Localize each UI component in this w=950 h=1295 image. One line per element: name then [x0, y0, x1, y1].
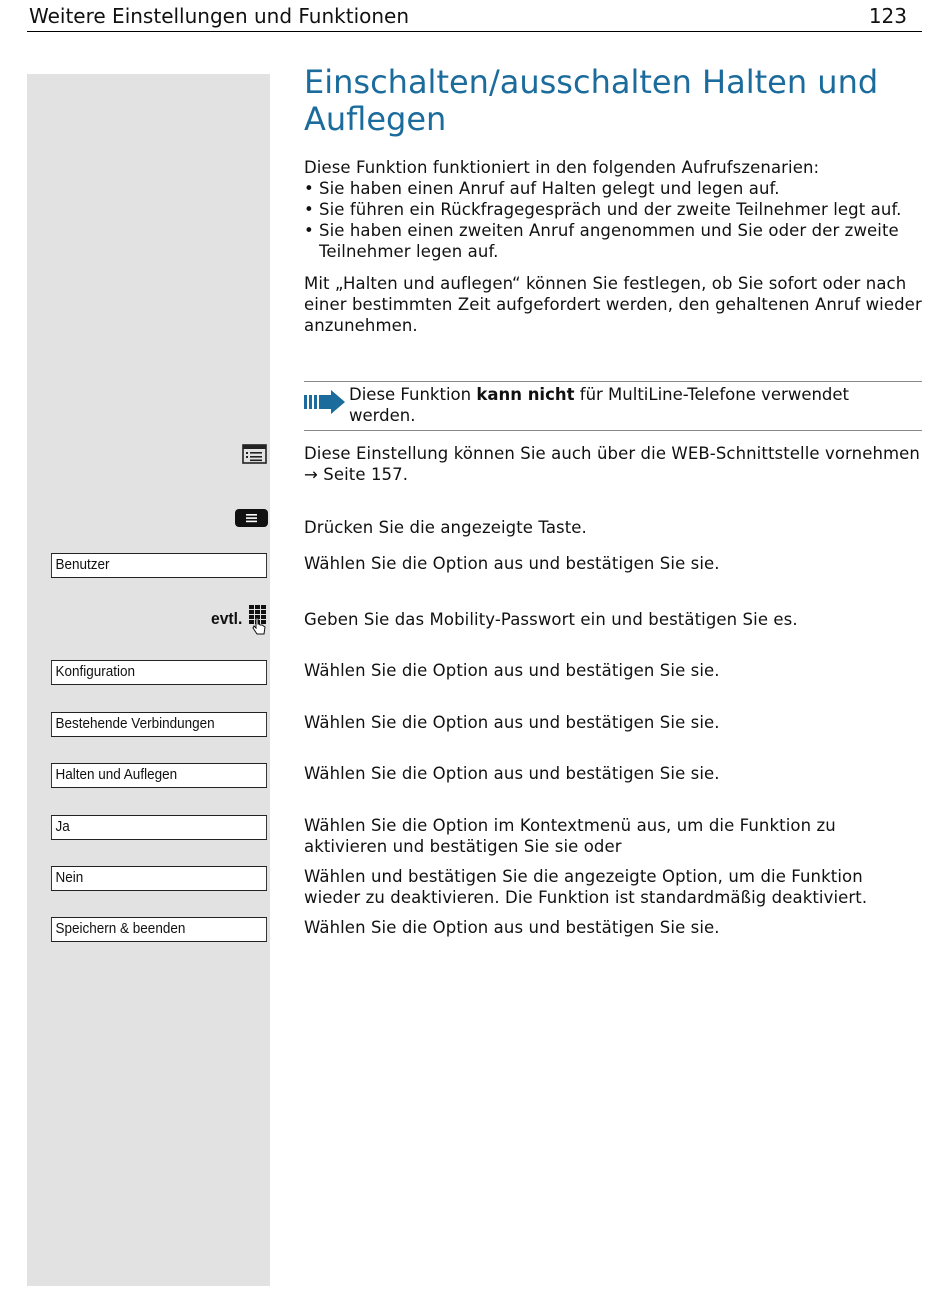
intro-text: Diese Funktion funktioniert in den folgenden Aufrufszenarien:	[304, 158, 820, 177]
note-arrow-icon	[304, 390, 346, 418]
step-text: Wählen Sie die Option im Kontextmenü aus, um die Funktion zu aktivieren und bestätigen Sie sie oder	[304, 816, 836, 856]
note-top-rule	[304, 381, 922, 382]
step-text: Wählen Sie die Option aus und bestätigen Sie sie.	[304, 661, 720, 680]
web-interface-icon	[242, 444, 267, 468]
password-text: Geben Sie das Mobility-Passwort ein und bestätigen Sie es.	[304, 610, 798, 629]
note-bottom-rule	[304, 430, 922, 431]
section-title: Einschalten/ausschalten Halten und Auflegen	[304, 63, 879, 138]
step-text: Wählen Sie die Option aus und bestätigen Sie sie.	[304, 764, 720, 783]
menu-option-benutzer[interactable]: Benutzer	[51, 553, 267, 578]
step-text: Wählen Sie die Option aus und bestätigen Sie sie.	[304, 918, 720, 937]
scenario-list	[304, 178, 924, 262]
step-text: Wählen Sie die Option aus und bestätigen Sie sie.	[304, 713, 720, 732]
header-rule	[27, 31, 922, 32]
menu-option-nein[interactable]: Nein	[51, 866, 267, 891]
step-text: Wählen Sie die Option aus und bestätigen Sie sie.	[304, 554, 720, 573]
press-key-text: Drücken Sie die angezeigte Taste.	[304, 518, 587, 537]
list-item: • Sie führen ein Rückfragegespräch und der zweite Teilnehmer legt auf.	[304, 199, 924, 220]
running-header-title: Weitere Einstellungen und Funktionen	[29, 4, 410, 28]
page-number: 123	[868, 4, 907, 28]
menu-option-konfiguration[interactable]: Konfiguration	[51, 660, 267, 685]
note-emphasis: kann nicht	[476, 385, 575, 404]
list-item: • Sie haben einen zweiten Anruf angenommen und Sie oder der zweite Teilnehmer legen auf.	[304, 220, 924, 262]
menu-option-halten-und-auflegen[interactable]: Halten und Auflegen	[51, 763, 267, 788]
menu-option-bestehende-verbindungen[interactable]: Bestehende Verbindungen	[51, 712, 267, 737]
web-interface-text: Diese Einstellung können Sie auch über die WEB-Schnittstelle vornehmen → Seite 157.	[304, 444, 920, 484]
note-text: Diese Funktion kann nicht für MultiLine-Telefone verwendet werden.	[349, 385, 850, 425]
menu-option-speichern-beenden[interactable]: Speichern & beenden	[51, 917, 267, 942]
list-item: • Sie haben einen Anruf auf Halten gelegt und legen auf.	[304, 178, 924, 199]
menu-key-icon	[235, 509, 268, 531]
step-text: Wählen und bestätigen Sie die angezeigte Option, um die Funktion wieder zu deaktivieren. Die Funktion ist standardmäßig deaktiviert.	[304, 867, 868, 907]
keypad-icon	[247, 604, 269, 640]
description-paragraph: Mit „Halten und auflegen“ können Sie festlegen, ob Sie sofort oder nach einer bestimmten Zeit aufgefordert werden, den gehaltenen Anruf wieder anzunehmen.	[304, 274, 922, 335]
intro-block	[304, 157, 924, 336]
menu-option-ja[interactable]: Ja	[51, 815, 267, 840]
evtl-label: evtl.	[211, 609, 243, 628]
